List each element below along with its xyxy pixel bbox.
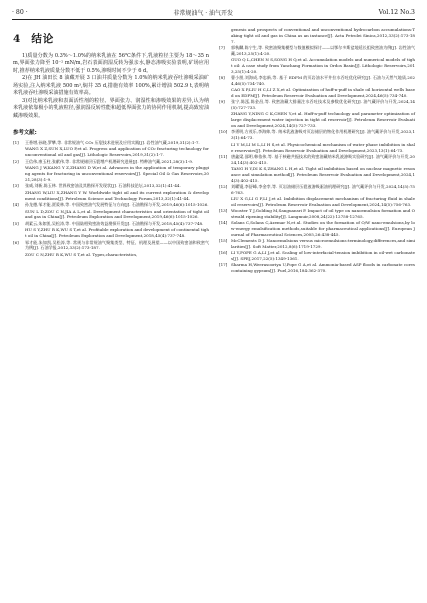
reference-text: HU S Y,ZHU R K,WU S T,et al. Profitable exploration and development of continental tight oil in China[J]. Petroleum Exploration and Development,2018,45(4):737-748. [25, 227, 209, 239]
reference-list-right [219, 27, 415, 274]
reference-text: 胡素云,朱如凯,吴松涛,等. 中国陆相致密油效益勘探开发[J]. 石油勘探与开发,2018,45(4):737-748. [25, 220, 204, 226]
reference-text: 李勇明,方茂乐,李海帅,等. 纳米乳液渗吸对页岩储层的物化作用机理研究[J]. 油气藏评价与开发,2023,13(1):64-73. [231, 129, 415, 141]
reference-text: 王香增,孙晓,罗攀,等. 非常规油气 CO₂ 压裂技术进展及应用实践[J]. 岩性油气藏,2019,31(2):1-7. [25, 140, 200, 146]
reference-item [13, 209, 209, 221]
reference-text: CAO X P,LIU H C,LI Z X,et al. Optimization of huff-n-puff in shale oil horizontal wells based on EDFM[J]. Petroleum Reservoir Evaluation and Development,2024,46(5):734-740. [231, 87, 415, 99]
reference-text: GUO Q L,CHEN N S,SONG H Q,et al. Accumulation models and numerical models of tight oil: A case study from Yanchang Formation in Ordos Basin[J]. Lithologic Reservoirs,2013,25(1):4-20. [231, 57, 415, 74]
reference-item [13, 190, 209, 202]
reference-item [219, 129, 415, 141]
reference-number: [2] [13, 158, 19, 164]
references-heading: 参考文献: [13, 130, 37, 137]
reference-text: LIU X G,LI G F,LI J,et al. Imbibition displacement mechanism of fracturing fluid in shale oil reservoirs[J]. Petroleum Reservoir Evaluation and Development,2024,14(5):756-763. [231, 195, 415, 207]
reference-text: LI Y M,LI M L,LI H S,et al. Physicochemical mechanism of water phase imbibition in shale reservoirs[J]. Petroleum Reservoir Evaluation and Development,2023,13(1):64-73. [231, 141, 415, 153]
reference-number [219, 166, 231, 184]
reference-number [13, 190, 25, 202]
reference-item [219, 111, 415, 129]
reference-number: [11] [219, 153, 228, 159]
reference-text: 郭秋麟,陈宁生,等. 致密油聚集模型与数值模拟探讨——以鄂尔多斯盆地延长组致密油为例[J]. 岩性油气藏,2013,25(1):4-20. [231, 45, 415, 56]
reference-number: [10] [219, 129, 228, 135]
reference-number [13, 252, 25, 258]
reference-number [219, 57, 231, 75]
section-heading [13, 31, 209, 46]
reference-item [219, 99, 415, 111]
reference-item [219, 154, 415, 166]
reference-text: genesis and prospects of conventional and unconventional hydrocarbon accumulations:Taking tight oil and gas in China as an instance[J]. Acta Petrolei Sinica,2012,33(2):173-187. [231, 27, 415, 44]
reference-number [219, 196, 231, 208]
section-number: 4 [13, 33, 22, 45]
reference-item [219, 208, 415, 220]
reference-number [13, 227, 25, 239]
section-title: 结论 [31, 33, 55, 45]
reference-text: WANG X Z,SUN X,LUO P,et al. Progress and application of CO₂ fracturing technology for unconventional oil and gas[J]. Lithologic Reservoirs,2019,31(2):1-7. [25, 146, 209, 158]
reference-item [13, 240, 209, 252]
reference-item [219, 27, 415, 45]
reference-text: 刘曜锟,李舒峰,李金孪,等. 页岩油储层压裂液渗吸驱油机理研究[J]. 油气藏评价与开发,2024,14(5):756-763. [231, 183, 415, 195]
reference-text: LI Y,POPE G A,LI J,et al. Scaling of low-interfacial-tension imbibition in oil-wet carbonates[J]. SPEJ,2017,22(5):1349-1361. [231, 250, 415, 262]
right-column [219, 27, 415, 275]
reference-number: [12] [219, 183, 228, 189]
reference-item [219, 250, 415, 262]
reference-item [219, 142, 415, 154]
conclusion-paragraph: 3)对比纳米乳液和表面活性剂的粒径、界面张力、润湿性和渗吸效果的差异,认为纳米乳液依靠极小的乳液粒径,强润湿反转性能和超低界面张力的协同作用机制,提高致密油藏渗吸效果。 [13, 97, 209, 119]
reference-text: 邹才能,朱如凯,吴松涛,等. 常规与非常规油气聚集类型、特征、机理及展望——以中国致密油和致密气为例[J]. 石油学报,2012,33(2):173-187. [25, 239, 209, 251]
reference-text: 王信伟,康玉柱,张献伟,等. 非常规储层压裂增产机理研究进展[J]. 特种油气藏,2021,28(3):1-9. [25, 158, 194, 164]
reference-item [13, 202, 209, 208]
reference-item [219, 184, 415, 196]
left-column [13, 27, 209, 258]
reference-number [13, 165, 25, 183]
reference-text: WANG J W,KANG Y Z,ZHANG D W,et al. Advances in the application of temporary plugging agents for fracturing in unconventional reservoirs[J]. Special Oil & Gas Reservoirs,2021,28(3):1-9. [25, 165, 209, 183]
reference-item [13, 252, 209, 258]
reference-text: McClements D J. Nanoemulsions versus microemulsions:terminology,differences,and similarities[J]. Soft Matter,2012,8(6):1719-1729. [231, 238, 415, 250]
reference-item [219, 196, 415, 208]
reference-number [13, 146, 25, 158]
reference-item [219, 238, 415, 250]
reference-item [13, 227, 209, 239]
reference-item [219, 87, 415, 99]
reference-number [13, 209, 25, 221]
reference-number [219, 87, 231, 99]
reference-number: [17] [219, 262, 228, 268]
reference-number: [6] [13, 239, 19, 245]
reference-item [219, 75, 415, 87]
reference-list-left [13, 140, 209, 258]
header-rule [12, 19, 415, 20]
reference-text: 张威,刘新,陈玉林. 世界致密油及其勘探开发现状[J]. 石油科技论坛,2013,32(1):41-44. [25, 183, 181, 189]
reference-item [13, 221, 209, 227]
reference-text: 曹小朋,刘海成,李忠新,等. 基于 EDFM 的页岩油水平井拉水吞吐优化研究[J]. 石油与天然气地质,2024,46(5):734-740. [231, 75, 415, 87]
reference-number: [15] [219, 238, 228, 244]
reference-number: [3] [13, 183, 19, 189]
reference-text: ZOU C N,ZHU R K,WU S T,et al. Types,characteristics, [25, 251, 138, 257]
reference-text: 张宁,陈泓,陈金昌,等. 致密油藏大排量注水吞吐技术及参数优化研究[J]. 油气藏评价与开发,2024,14(5):727-733. [231, 99, 415, 111]
reference-item [219, 220, 415, 238]
reference-item [219, 262, 415, 274]
reference-text: ZHANG W,LIU X,ZHANG Y W. Worldwide tight oil and its current exploration & development conditions[J]. Petroleum Science and Technology Forum,2013,32(1):41-44. [25, 189, 209, 201]
conclusion-paragraph: 2)在 JH 油田长 8 油藏开展 3 口油井质量分数为 1.0%的纳米乳液吞吐渗吸采油矿场实验,注入纳米乳液 500 m³,焖井 35 d,措施有效率 100%,累计增油 502.9 t,表明纳米乳液吞吐渗吸采油措施有效率高。 [13, 75, 209, 97]
reference-text: SUN L D,ZOU C N,JIA A L,et al. Development characteristics and orientation of tight oil and gas in China[J]. Petroleum Exploration and Development,2019,46(6):1015-1026. [25, 208, 209, 220]
reference-text: TANG H Y,DI K S,ZHANG L H,et al. Tight oil imbibition based on nuclear magnetic resonance and simulation method[J]. Petroleum Reservoir Evaluation and Development,2024,14(3):402-415. [231, 165, 415, 183]
reference-number [219, 27, 231, 45]
conclusion-paragraph: 1)质量分数为 0.3%～1.0%的纳米乳液在 56℃条件下,乳液粒径主要为 18～35 nm,界面张力降至 10⁻² mN/m,岩石表面润湿反转为强亲水,静态渗吸实验表明,矿场应用时,推荐纳米乳液质量分数不低于 0.5%,渗吸时间不少于 6 d。 [13, 53, 209, 74]
reference-text: 孙龙德,邹才能,贾爱林,等. 中国致密油气发展特征与方向[J]. 石油勘探与开发,2019,46(6):1015-1026. [25, 202, 209, 208]
reference-number: [9] [219, 99, 225, 105]
reference-number: [8] [219, 75, 225, 81]
reference-text: Wooster T J,Golding M,Sanguansri P. Impact of oil type on nanoemulsion formation and Ostwald ripening stability[J]. Langmuir,2008,24(22):12758-12765. [231, 208, 415, 219]
reference-number: [7] [219, 45, 225, 51]
volume-issue: Vol.12 No.3 [378, 8, 415, 16]
reference-number: [16] [219, 250, 228, 256]
journal-title: 非常规油气 · 油气开发 [173, 9, 234, 17]
reference-item [219, 45, 415, 57]
reference-item [13, 140, 209, 146]
reference-item [13, 159, 209, 165]
reference-number: [5] [13, 220, 19, 226]
reference-item [13, 183, 209, 189]
reference-text: ZHANG Y,NING C K,CHEN Y,et al. Huff-n-puff technology and parameter optimization of large displacement water injection in tight oil reservoir[J]. Petroleum Reservoir Evaluation and Development,2024,14(5):727-733. [231, 111, 415, 129]
reference-text: 唐鑫梁,邵明,韩依伟,等. 基于核磁共振技术的致密油藏纳米乳液渗吸实验研究[J]. 油气藏评价与开发,2024,14(3):402-415. [231, 153, 415, 165]
reference-item [13, 165, 209, 183]
reference-item [219, 57, 415, 75]
reference-number [219, 111, 231, 129]
reference-number: [14] [219, 220, 228, 226]
reference-item [219, 166, 415, 184]
page-number: · 80 · [12, 8, 28, 16]
reference-number [219, 142, 231, 154]
reference-text: Sharma H,Weerasooriya U,Pope G A,et al. Ammonia-based ASP floods in carbonate cores containing gypsum[J]. Fuel,2016,184:362-370. [231, 262, 415, 274]
running-header [12, 6, 415, 18]
reference-number: [4] [13, 202, 19, 208]
reference-item [13, 146, 209, 158]
reference-number: [13] [219, 208, 228, 214]
reference-number: [1] [13, 140, 19, 146]
reference-text: Solans C,Solans C,Azemar N,et al. Studies on the formation of O/W nano-emulsions,by low-energy emulsification methods,suitable for pharmaceutical applications[J]. European Journal of Pharmaceutical Sciences,2005,26:438-445. [231, 220, 415, 237]
